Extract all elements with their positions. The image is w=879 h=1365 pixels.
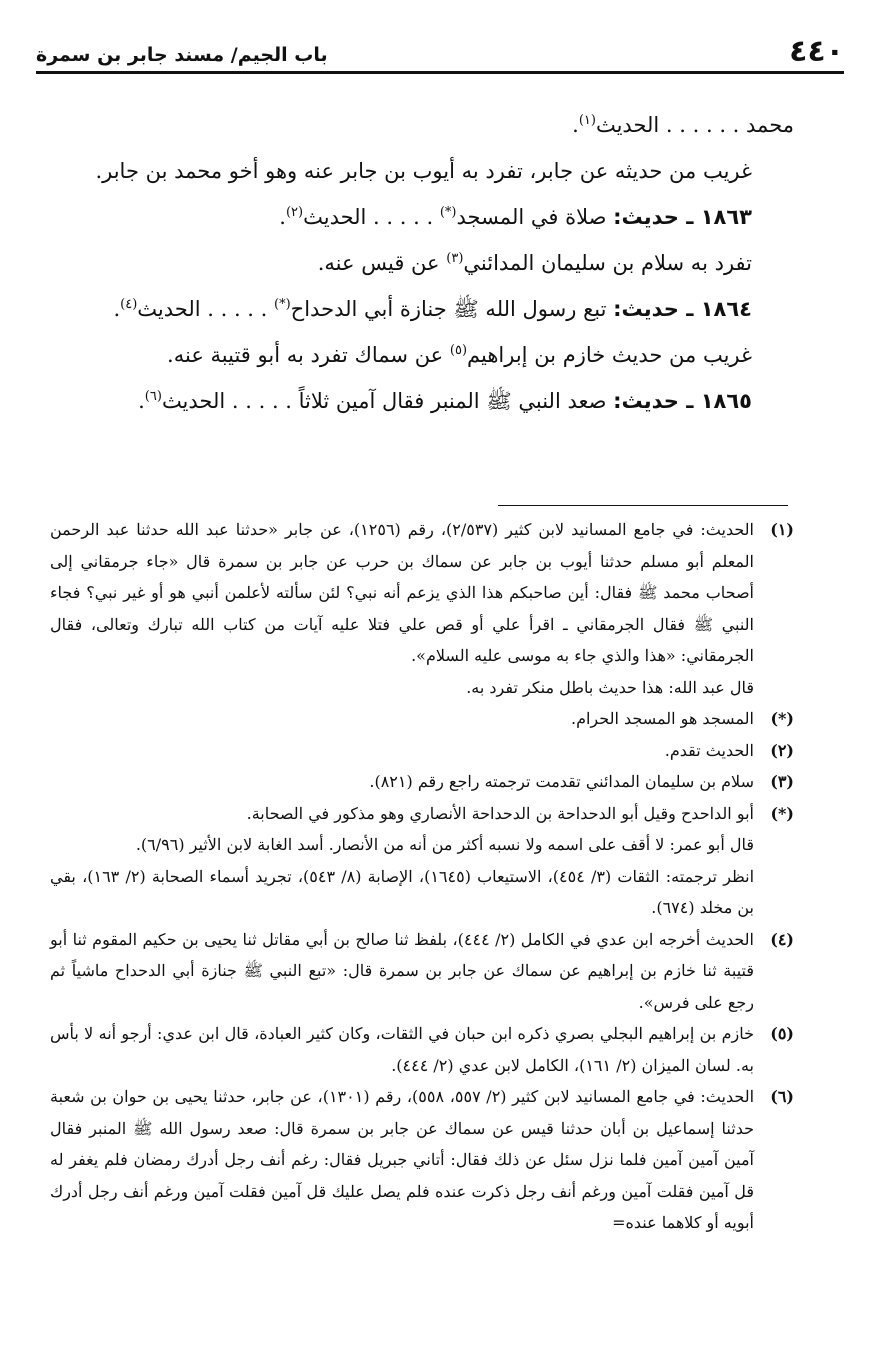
footnote-mark: (٢) — [770, 740, 794, 760]
line-end: . — [138, 389, 145, 413]
text-line — [50, 108, 794, 142]
line-text: غريب من حديث خازم بن إبراهيم — [467, 343, 752, 367]
line-end: . — [113, 297, 121, 321]
hadith-text: صعد النبي ﷺ المنبر فقال آمين ثلاثاً . . . . . الحديث — [161, 389, 607, 413]
hadith-text: صلاة في المسجد — [456, 205, 607, 229]
hadith-1864 — [50, 292, 794, 326]
footnote-ref[interactable]: (*) — [274, 297, 291, 312]
text-line — [50, 246, 794, 280]
footnote-5 — [50, 1018, 794, 1081]
hadith-text: . . . . . الحديث — [137, 297, 275, 321]
footnote-text: الحديث: في جامع المسانيد لابن كثير (٢/ ٥٥٧، ٥٥٨)، رقم (١٣٠١)، عن جابر، حدثنا يحيى بن حوان بن شعبة حدثنا إسماعيل بن أبان حدثنا قيس عن سماك عن جابر بن سمرة قال: صعد رسول الله ﷺ المنبر فقال آمين آمين آمين فلما نزل سئل عن ذلك فقال: أتاني جبريل فقال: رغم أنف رجل أدرك رمضان فلم يغفر له قل آمين فقلت آمين ورغم أنف رجل ذكرت عنده فلم يصل عليك قل آمين فقلت آمين ورغم أنف رجل أدرك أبويه أو كلاهما عنده= — [50, 1087, 755, 1232]
footnote-mark: (٤) — [770, 929, 794, 949]
header-rule — [36, 71, 844, 74]
footnote-star-2-comment: قال أبو عمر: لا أقف على اسمه ولا نسبه أكثر من أنه من الأنصار. أسد الغابة لابن الأثير (٦/٩٦). — [135, 835, 754, 854]
footnote-mark: (*) — [770, 803, 794, 823]
hadith-number: ١٨٦٤ ـ حديث: — [613, 297, 752, 321]
footnote-ref[interactable]: (٢) — [285, 205, 304, 220]
footnote-star-2-sources: انظر ترجمته: الثقات (٣/ ٤٥٤)، الاستيعاب (١٦٤٥)، الإصابة (٨/ ٥٤٣)، تجريد أسماء الصحابة (٢/ ١٦٣)، بقي بن مخلد (٦٧٤). — [50, 866, 755, 917]
footnote-text: خازم بن إبراهيم البجلي بصري ذكره ابن حبان في الثقات، وكان كثير العبادة، قال ابن عدي: أرجو أنه لا بأس به. لسان الميزان (٢/ ١٦١)، الكامل لابن عدي (٢/ ٤٤٤). — [50, 1024, 754, 1075]
footnote-text: الحديث: في جامع المسانيد لابن كثير (٢/٥٣٧)، رقم (١٢٥٦)، عن جابر «حدثنا عبد الله حدثنا عبد الرحمن المعلم أبو مسلم حدثنا أيوب بن جابر عن سماك بن حرب عن جابر بن سمرة قال «جاء جرمقاني إلى أصحاب محمد ﷺ فقال: أين صاحبكم هذا الذي يزعم أنه نبي؟ لئن سألته لأعلمن أنبي هو أو غير نبي؟ فجاء النبي ﷺ فقال الجرمقاني ـ اقرأ علي أو قص علي فتلا عليه آيات من كتاب الله تبارك وتعالى، فقال الجرمقاني: «هذا والذي جاء به موسى عليه السلام». — [50, 520, 755, 665]
footnote-mark: (١) — [770, 520, 794, 539]
hadith-1863 — [50, 200, 794, 234]
footnote-1-comment: قال عبد الله: هذا حديث باطل منكر تفرد به. — [466, 677, 754, 697]
footnote-mark: (٣) — [770, 772, 794, 791]
text-line — [50, 338, 794, 372]
footnote-mark: (*) — [770, 709, 794, 728]
hadith-text: تبع رسول الله ﷺ جنازة أبي الدحداح — [290, 297, 607, 321]
footnote-separator — [498, 505, 788, 506]
footnote-3 — [50, 766, 794, 798]
footnote-6 — [50, 1081, 794, 1239]
footnote-text: المسجد هو المسجد الحرام. — [570, 709, 754, 728]
page-header — [36, 30, 844, 74]
footnote-ref[interactable]: (١) — [578, 113, 596, 128]
line-end: . — [279, 205, 286, 229]
footnote-ref[interactable]: (٦) — [144, 389, 162, 404]
hadith-text: . . . . . الحديث — [303, 205, 440, 229]
footnote-2 — [50, 735, 794, 767]
line-text: عن سماك تفرد به أبو قتيبة عنه. — [167, 343, 450, 367]
text-line: غريب من حديثه عن جابر، تفرد به أيوب بن جابر عنه وهو أخو محمد بن جابر. — [95, 159, 752, 183]
footnote-4 — [50, 924, 794, 1019]
footnote-text: الحديث أخرجه ابن عدي في الكامل (٢/ ٤٤٤)، بلفظ ثنا صالح بن أبي مقاتل ثنا يحيى بن حكيم المقوم ثنا أبو قتيبة ثنا خازم بن إبراهيم عن سماك عن جابر بن سمرة قال: «تبع النبي ﷺ جنازة أبي الدحداح ماشياً ثم رجع على فرس». — [50, 929, 754, 1012]
footnote-star-2 — [50, 798, 794, 830]
footnote-ref[interactable]: (٥) — [449, 343, 468, 358]
running-title: باب الجيم/ مسند جابر بن سمرة — [36, 44, 328, 66]
footnote-text: أبو الداحدح وقيل أبو الدحداحة بن الدحداحة الأنصاري وهو مذكور في الصحابة. — [246, 803, 754, 823]
footnote-ref[interactable]: (٤) — [120, 297, 138, 312]
footnote-star-1 — [50, 703, 794, 735]
footnote-mark: (٦) — [770, 1087, 794, 1106]
footnotes — [50, 514, 794, 1239]
footnote-ref[interactable]: (*) — [439, 205, 457, 220]
hadith-number: ١٨٦٣ ـ حديث: — [613, 205, 752, 229]
page-number: ٤٤٠ — [789, 34, 844, 69]
line-end: . — [572, 113, 579, 137]
footnote-text: سلام بن سليمان المدائني تقدمت ترجمته راجع رقم (٨٢١). — [369, 772, 754, 791]
footnote-text: الحديث تقدم. — [664, 740, 754, 760]
footnote-mark: (٥) — [770, 1024, 794, 1043]
main-text — [50, 108, 794, 430]
line-text: محمد . . . . . . الحديث — [595, 113, 794, 137]
footnote-1 — [50, 514, 794, 672]
hadith-number: ١٨٦٥ ـ حديث: — [613, 389, 752, 413]
line-text: تفرد به سلام بن سليمان المدائني — [463, 251, 752, 275]
footnote-ref[interactable]: (٣) — [446, 251, 464, 266]
hadith-1865 — [50, 384, 794, 418]
line-text: عن قيس عنه. — [317, 251, 447, 275]
